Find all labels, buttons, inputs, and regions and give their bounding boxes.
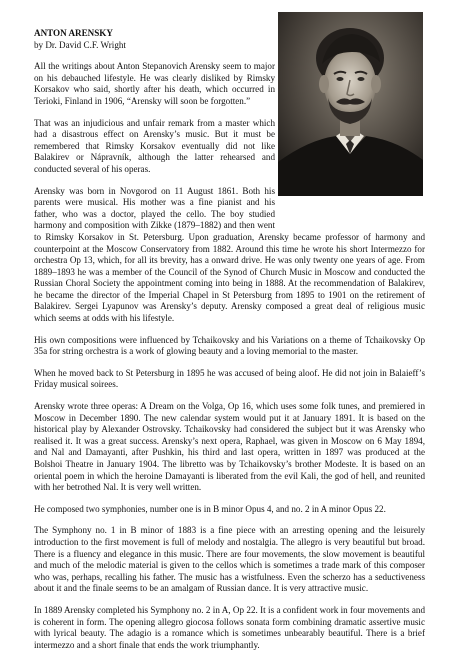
article-byline: by Dr. David C.F. Wright	[34, 39, 126, 50]
paragraph-2: That was an injudicious and unfair remark from a master which had a disastrous effect on Arensky’s music. But it must be remembered that Rimsky Korsakov eventually did not like Balakirev or Nápravník, although the latter rehearsed and conducted several of his operas.	[34, 117, 275, 174]
paragraph-1: All the writings about Anton Stepanovich Arensky seem to major on his debauched lifestyle. He was clearly disliked by Rimsky Korsakov who said, shortly after his death, which occurred in Terioki, Finland in 1906, “Arensky will soon be forgotten.”	[34, 61, 275, 106]
paragraph-3: Arensky was born in Novgorod on 11 August 1861. Both his parents were musical. His mother was a fine pianist and his father, who was a doctor, played the cello. The boy studied harmony and composition with Zikke (1879–1882) and then went to Rimsky Korsakov in St. Petersburg. Upon graduation, Arensky became professor of harmony and counterpoint at the Moscow Conservatory from 1882. Around this time he wrote his short Intermezzo for orchestra Op 13, which, for all its brevity, has a onward drive. He was only twenty one years of age. From 1889–1893 he was a member of the Council of the Synod of Church Music in Moscow and conducted the Russian Choral Society the appointment coming into being in 1888. At the recommendation of Balakirev, he became the director of the Imperial Chapel in St Petersburg from 1895 to 1901 on the retirement of Balakirev. Sergei Lyapunov was Arensky’s deputy. Arensky composed a great deal of religious music which seems at odds with his lifestyle.	[34, 185, 425, 324]
portrait-illustration	[278, 12, 423, 196]
article-title: ANTON ARENSKY	[34, 28, 113, 38]
paragraph-8: The Symphony no. 1 in B minor of 1883 is a fine piece with an arresting opening and the leisurely introduction to the first movement is full of melody and nostalgia. The allegro is very beautiful but broad. There is a fluency and elegance in this music. There are four movements, the slow movement is beautiful and much of the melodic material is given to the cellos which is sometimes a trade mark of this composer who was, perhaps, recalling his father. The music has a wistfulness. Even the scherzo has a seductiveness about it and the finale seems to be an amalgam of Russian dance. It is very attractive music.	[34, 525, 425, 594]
paragraph-7: He composed two symphonies, number one is in B minor Opus 4, and no. 2 in A minor Opus 22.	[34, 503, 386, 514]
paragraph-5: When he moved back to St Petersburg in 1895 he was accused of being aloof. He did not join in Balaieff’s Friday musical soirees.	[34, 367, 425, 390]
paragraph-4: His own compositions were influenced by Tchaikovsky and his Variations on a theme of Tchaikovsky Op 35a for string orchestra is a work of glowing beauty and a loving memorial to the master.	[34, 334, 425, 357]
paragraph-9: In 1889 Arensky completed his Symphony no. 2 in A, Op 22. It is a confident work in four movements and is coherent in form. The opening allegro giocosa follows sonata form combining dramatic assertive music with lyrical beauty. The adagio is a romance which is sometimes unbearably beautiful. There is a brief intermezzo and a short finale that ends the work triumphantly.	[34, 604, 425, 650]
composer-portrait-photo	[278, 12, 423, 196]
paragraph-6: Arensky wrote three operas: A Dream on the Volga, Op 16, which uses some folk tunes, and premiered in Moscow in December 1890. The new calendar system would put it at January 1891. It is based on the historical play by Alexander Ostrovsky. Tchaikovsky had considered the subject but it was Arensky who realised it. It was a great success. Arensky’s next opera, Raphael, was given in Moscow on 6 May 1894, and Nal and Damayanti, after Pushkin, his third and last opera, written in 1897 was produced at the Bolshoi Theatre in January 1904. The libretto was by Tchaikovsky’s brother Modeste. It is based on an oriental poem in which the heroine Damayanti is liberated from the evil Kali, the god of hell, and reunited with her betrothed Nal. It is very well written.	[34, 401, 425, 493]
